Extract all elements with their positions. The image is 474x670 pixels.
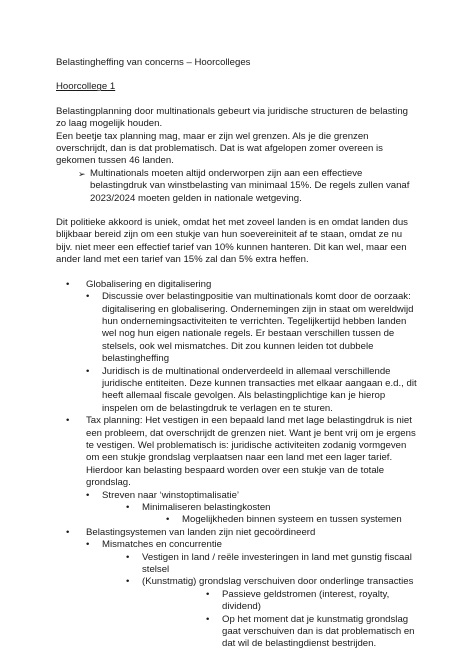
list-item: • Vestigen in land / reële investeringen in land met gunstig fiscaal stelsel <box>126 551 412 576</box>
paragraph-3: Dit politieke akkoord is uniek, omdat het met zoveel landen is en omdat landen dus blijkbaar bereid zijn om een stukje van hun soevereiniteit af te staan, omdat ze nu bijv. niet meer een effectief tarief van 10% kunnen hanteren. Dit kan wel, maar een ander land met een tarief van 15% zal dan 5% extra heffen. <box>56 217 408 266</box>
list-item: • (Kunstmatig) grondslag verschuiven door onderlinge transacties <box>126 576 414 588</box>
list-item: • Globalisering en digitalisering <box>66 278 212 290</box>
bullet-icon: • <box>66 278 70 290</box>
list-item: • Tax planning: Het vestigen in een bepaald land met lage belastingdruk is niet een probleem, dat overschrijdt de grenzen niet. Want je bent vrij om je ergens te vestigen. Wel problematisch is: juridische activiteiten zodanig vormgeven om een stukje grondslag verplaatsen naar een land met een lager tarief. Hierdoor kan belasting bespaard worden over een stukje van de totale grondslag. <box>66 415 416 489</box>
bullet-icon: • <box>166 514 170 526</box>
bullet-icon: • <box>126 551 130 563</box>
bullet-icon: • <box>206 588 210 600</box>
list-item: • Mogelijkheden binnen systeem en tussen systemen <box>166 514 402 526</box>
arrow-item-text: Multinationals moeten altijd onderworpen zijn aan een effectieve belastingdruk van winstbelasting van minimaal 15%. De regels zullen vanaf 2023/2024 moeten gelden in nationale wetgeving. <box>90 167 410 204</box>
bullet-icon: • <box>66 415 70 427</box>
bullet-icon: • <box>86 539 90 551</box>
arrow-list-item <box>78 168 418 205</box>
bullet-icon: • <box>66 526 70 538</box>
list-item: • Mismatches en concurrentie <box>86 539 222 551</box>
bullet-icon: • <box>126 502 130 513</box>
list-item: • Streven naar ‘winstoptimalisatie’ <box>86 489 240 501</box>
document-title: Belastingheffing van concerns – Hoorcolleges <box>56 57 251 68</box>
section-heading: Hoorcollege 1 <box>56 81 116 93</box>
arrow-bullet-icon: ➢ <box>78 168 86 179</box>
list-item: • Passieve geldstromen (interest, royalty, dividend) <box>206 588 390 613</box>
bullet-icon: • <box>86 291 90 303</box>
paragraph-2: Een beetje tax planning mag, maar er zijn wel grenzen. Als je die grenzen overschrijdt, dan is dat problematisch. Dat is wat afgelopen zomer overeen is gekomen tussen 46 landen. <box>56 130 383 167</box>
bullet-list <box>56 279 418 651</box>
bullet-icon: • <box>86 489 90 501</box>
list-item: • Juridisch is de multinational onderverdeeld in allemaal verschillende juridische entiteiten. Deze kunnen transacties met elkaar aangaan e.d., dit heeft allemaal fiscale gevolgen. Als belastingplichtige kan je hierop inspelen om de belastingdruk te verlagen en te sturen. <box>86 365 417 414</box>
list-item: • Belastingsystemen van landen zijn niet gecoördineerd <box>66 526 316 538</box>
list-item: • Op het moment dat je kunstmatig grondslag gaat verschuiven dan is dat problematisch en dat wil de belastingdienst bestrijden. <box>206 613 415 650</box>
bullet-icon: • <box>206 613 210 625</box>
bullet-icon: • <box>126 576 130 588</box>
paragraph-1: Belastingplanning door multinationals gebeurt via juridische structuren de belasting zo laag mogelijk houden. <box>56 105 408 130</box>
bullet-icon: • <box>86 365 90 377</box>
document-body <box>56 57 418 651</box>
list-item: • Minimaliseren belastingkosten <box>126 502 271 513</box>
list-item: • Discussie over belastingpositie van multinationals komt door de oorzaak: digitalisering en globalisering. Ondernemingen zijn in staat om wereldwijd hun ondernemingsactiviteiten te verrichten. Tegelijkertijd hebben landen wel nog hun eigen nationale regels. Er bestaan verschillen tussen de stelsels, ook wel mismatches. Dit zou kunnen leiden tot dubbele belastingheffing <box>86 291 414 365</box>
